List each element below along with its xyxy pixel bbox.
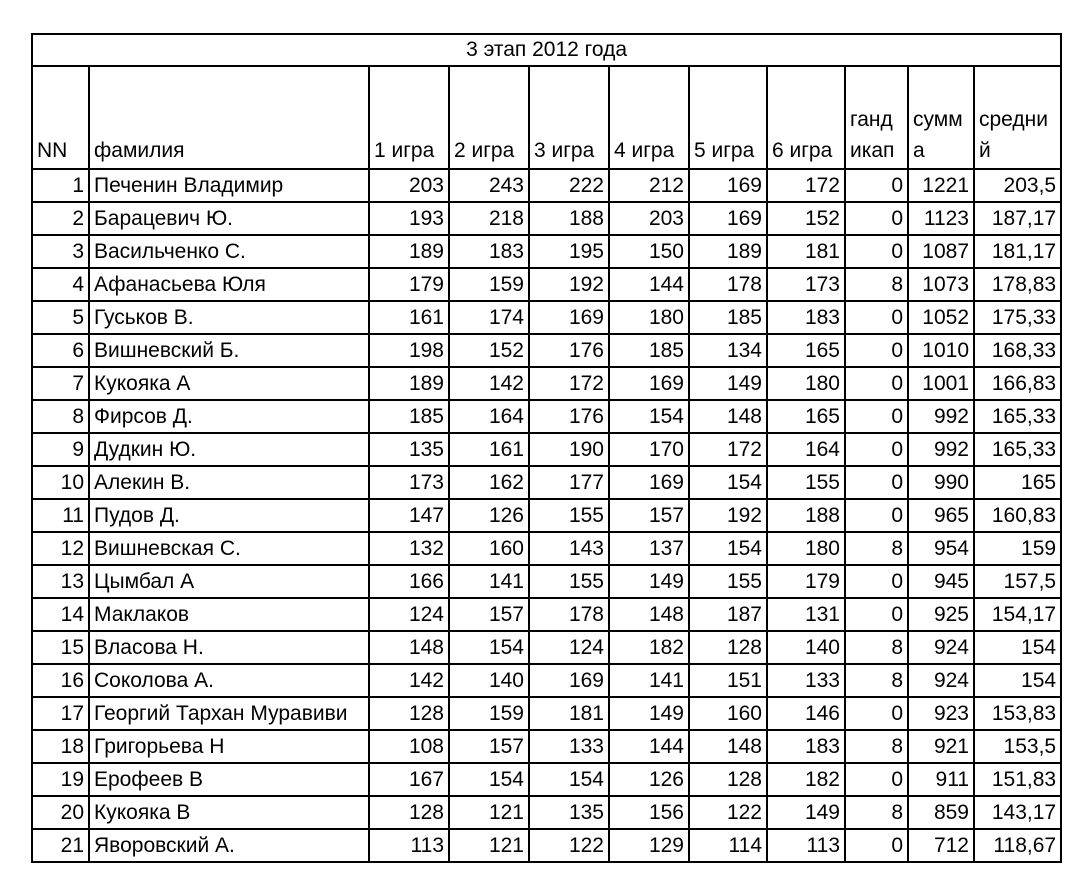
cell-game-5: 178 xyxy=(689,268,767,301)
cell-game-1: 142 xyxy=(369,664,449,697)
cell-game-3: 177 xyxy=(529,466,609,499)
table-row xyxy=(32,796,1061,829)
cell-game-4: 137 xyxy=(609,532,689,565)
cell-game-5: 148 xyxy=(689,730,767,763)
cell-nn: 21 xyxy=(32,829,89,862)
cell-game-3: 222 xyxy=(529,169,609,202)
table-row xyxy=(32,334,1061,367)
cell-name: Григорьева Н xyxy=(89,730,369,763)
cell-sum: 924 xyxy=(908,664,974,697)
cell-sum: 859 xyxy=(908,796,974,829)
cell-game-1: 132 xyxy=(369,532,449,565)
cell-name: Ерофеев В xyxy=(89,763,369,796)
header-row xyxy=(32,66,1061,169)
cell-game-1: 124 xyxy=(369,598,449,631)
cell-sum: 712 xyxy=(908,829,974,862)
cell-handicap: 0 xyxy=(845,763,908,796)
cell-average: 181,17 xyxy=(974,235,1061,268)
cell-average: 203,5 xyxy=(974,169,1061,202)
cell-game-1: 135 xyxy=(369,433,449,466)
cell-sum: 923 xyxy=(908,697,974,730)
cell-game-1: 203 xyxy=(369,169,449,202)
cell-game-1: 185 xyxy=(369,400,449,433)
cell-game-1: 128 xyxy=(369,796,449,829)
cell-nn: 1 xyxy=(32,169,89,202)
cell-game-1: 189 xyxy=(369,367,449,400)
cell-name: Барацевич Ю. xyxy=(89,202,369,235)
cell-game-5: 154 xyxy=(689,466,767,499)
cell-name: Соколова А. xyxy=(89,664,369,697)
cell-game-5: 151 xyxy=(689,664,767,697)
cell-game-3: 188 xyxy=(529,202,609,235)
cell-game-4: 156 xyxy=(609,796,689,829)
cell-game-1: 128 xyxy=(369,697,449,730)
table-row xyxy=(32,730,1061,763)
cell-average: 153,83 xyxy=(974,697,1061,730)
cell-game-3: 155 xyxy=(529,565,609,598)
cell-game-4: 150 xyxy=(609,235,689,268)
cell-handicap: 0 xyxy=(845,433,908,466)
cell-nn: 18 xyxy=(32,730,89,763)
cell-handicap: 8 xyxy=(845,730,908,763)
cell-sum: 1010 xyxy=(908,334,974,367)
cell-name: Георгий Тархан Муравиви xyxy=(89,697,369,730)
cell-game-3: 169 xyxy=(529,301,609,334)
cell-name: Кукояка В xyxy=(89,796,369,829)
cell-game-2: 154 xyxy=(449,631,529,664)
table-row xyxy=(32,532,1061,565)
cell-sum: 921 xyxy=(908,730,974,763)
cell-game-3: 176 xyxy=(529,334,609,367)
cell-nn: 3 xyxy=(32,235,89,268)
cell-game-1: 147 xyxy=(369,499,449,532)
cell-nn: 16 xyxy=(32,664,89,697)
cell-nn: 2 xyxy=(32,202,89,235)
cell-game-4: 157 xyxy=(609,499,689,532)
cell-game-2: 157 xyxy=(449,598,529,631)
cell-game-5: 192 xyxy=(689,499,767,532)
cell-average: 187,17 xyxy=(974,202,1061,235)
cell-game-2: 140 xyxy=(449,664,529,697)
cell-game-2: 142 xyxy=(449,367,529,400)
cell-game-2: 126 xyxy=(449,499,529,532)
cell-sum: 1052 xyxy=(908,301,974,334)
cell-game-4: 149 xyxy=(609,565,689,598)
table-row xyxy=(32,169,1061,202)
cell-name: Афанасьева Юля xyxy=(89,268,369,301)
cell-game-3: 135 xyxy=(529,796,609,829)
cell-average: 118,67 xyxy=(974,829,1061,862)
table-row xyxy=(32,499,1061,532)
cell-sum: 1073 xyxy=(908,268,974,301)
cell-game-3: 192 xyxy=(529,268,609,301)
cell-game-6: 183 xyxy=(767,730,845,763)
cell-game-4: 169 xyxy=(609,367,689,400)
cell-nn: 15 xyxy=(32,631,89,664)
cell-game-5: 189 xyxy=(689,235,767,268)
table-row xyxy=(32,598,1061,631)
cell-nn: 17 xyxy=(32,697,89,730)
cell-game-1: 179 xyxy=(369,268,449,301)
title-row xyxy=(32,34,1061,66)
cell-average: 178,83 xyxy=(974,268,1061,301)
cell-game-6: 164 xyxy=(767,433,845,466)
cell-sum: 925 xyxy=(908,598,974,631)
cell-game-4: 185 xyxy=(609,334,689,367)
table-row xyxy=(32,268,1061,301)
cell-handicap: 0 xyxy=(845,829,908,862)
table-row xyxy=(32,697,1061,730)
cell-game-4: 129 xyxy=(609,829,689,862)
cell-game-5: 148 xyxy=(689,400,767,433)
cell-game-2: 159 xyxy=(449,697,529,730)
table-row xyxy=(32,763,1061,796)
cell-sum: 990 xyxy=(908,466,974,499)
cell-game-5: 185 xyxy=(689,301,767,334)
cell-game-2: 160 xyxy=(449,532,529,565)
cell-nn: 5 xyxy=(32,301,89,334)
cell-game-4: 182 xyxy=(609,631,689,664)
cell-game-1: 167 xyxy=(369,763,449,796)
cell-sum: 954 xyxy=(908,532,974,565)
cell-game-1: 173 xyxy=(369,466,449,499)
cell-game-6: 140 xyxy=(767,631,845,664)
cell-average: 166,83 xyxy=(974,367,1061,400)
cell-game-6: 172 xyxy=(767,169,845,202)
cell-game-6: 180 xyxy=(767,367,845,400)
cell-game-6: 180 xyxy=(767,532,845,565)
cell-nn: 14 xyxy=(32,598,89,631)
cell-sum: 1221 xyxy=(908,169,974,202)
cell-average: 157,5 xyxy=(974,565,1061,598)
cell-nn: 10 xyxy=(32,466,89,499)
cell-game-6: 113 xyxy=(767,829,845,862)
cell-name: Гуськов В. xyxy=(89,301,369,334)
cell-game-4: 126 xyxy=(609,763,689,796)
cell-game-5: 128 xyxy=(689,631,767,664)
cell-sum: 911 xyxy=(908,763,974,796)
cell-game-2: 121 xyxy=(449,796,529,829)
cell-average: 175,33 xyxy=(974,301,1061,334)
cell-game-2: 159 xyxy=(449,268,529,301)
table-row xyxy=(32,433,1061,466)
cell-game-6: 133 xyxy=(767,664,845,697)
cell-game-1: 189 xyxy=(369,235,449,268)
cell-game-3: 154 xyxy=(529,763,609,796)
cell-name: Печенин Владимир xyxy=(89,169,369,202)
cell-nn: 6 xyxy=(32,334,89,367)
header-game-6: 6 игра xyxy=(767,66,845,169)
cell-handicap: 0 xyxy=(845,565,908,598)
table-row xyxy=(32,400,1061,433)
cell-average: 154 xyxy=(974,664,1061,697)
cell-handicap: 0 xyxy=(845,499,908,532)
cell-handicap: 8 xyxy=(845,796,908,829)
cell-game-6: 183 xyxy=(767,301,845,334)
cell-game-4: 149 xyxy=(609,697,689,730)
table-row xyxy=(32,631,1061,664)
cell-sum: 1123 xyxy=(908,202,974,235)
cell-game-2: 162 xyxy=(449,466,529,499)
header-handicap: гандикап xyxy=(845,66,908,169)
cell-handicap: 0 xyxy=(845,697,908,730)
cell-game-3: 172 xyxy=(529,367,609,400)
cell-sum: 924 xyxy=(908,631,974,664)
cell-name: Дудкин Ю. xyxy=(89,433,369,466)
cell-average: 168,33 xyxy=(974,334,1061,367)
cell-game-5: 172 xyxy=(689,433,767,466)
cell-game-2: 243 xyxy=(449,169,529,202)
cell-name: Фирсов Д. xyxy=(89,400,369,433)
cell-name: Вишневская С. xyxy=(89,532,369,565)
cell-game-4: 203 xyxy=(609,202,689,235)
cell-game-3: 143 xyxy=(529,532,609,565)
cell-name: Власова Н. xyxy=(89,631,369,664)
cell-game-6: 165 xyxy=(767,400,845,433)
cell-game-6: 179 xyxy=(767,565,845,598)
cell-handicap: 8 xyxy=(845,268,908,301)
cell-game-3: 169 xyxy=(529,664,609,697)
table-row xyxy=(32,466,1061,499)
cell-game-5: 160 xyxy=(689,697,767,730)
results-table xyxy=(31,33,1062,863)
cell-nn: 11 xyxy=(32,499,89,532)
cell-handicap: 0 xyxy=(845,169,908,202)
cell-game-6: 149 xyxy=(767,796,845,829)
cell-nn: 12 xyxy=(32,532,89,565)
cell-sum: 1087 xyxy=(908,235,974,268)
cell-name: Вишневский Б. xyxy=(89,334,369,367)
cell-game-6: 146 xyxy=(767,697,845,730)
cell-average: 154 xyxy=(974,631,1061,664)
cell-handicap: 0 xyxy=(845,202,908,235)
cell-game-5: 149 xyxy=(689,367,767,400)
cell-sum: 1001 xyxy=(908,367,974,400)
cell-nn: 19 xyxy=(32,763,89,796)
cell-handicap: 0 xyxy=(845,466,908,499)
cell-game-3: 122 xyxy=(529,829,609,862)
cell-handicap: 0 xyxy=(845,598,908,631)
cell-game-2: 183 xyxy=(449,235,529,268)
cell-handicap: 0 xyxy=(845,367,908,400)
cell-sum: 965 xyxy=(908,499,974,532)
cell-game-4: 144 xyxy=(609,268,689,301)
cell-handicap: 8 xyxy=(845,664,908,697)
cell-game-2: 157 xyxy=(449,730,529,763)
cell-average: 151,83 xyxy=(974,763,1061,796)
cell-game-5: 154 xyxy=(689,532,767,565)
cell-game-6: 173 xyxy=(767,268,845,301)
table-row xyxy=(32,202,1061,235)
cell-nn: 20 xyxy=(32,796,89,829)
cell-game-2: 121 xyxy=(449,829,529,862)
cell-game-5: 187 xyxy=(689,598,767,631)
cell-game-2: 164 xyxy=(449,400,529,433)
header-sum: сумма xyxy=(908,66,974,169)
cell-name: Цымбал А xyxy=(89,565,369,598)
cell-game-3: 155 xyxy=(529,499,609,532)
cell-average: 159 xyxy=(974,532,1061,565)
cell-game-2: 141 xyxy=(449,565,529,598)
cell-name: Васильченко С. xyxy=(89,235,369,268)
cell-game-4: 212 xyxy=(609,169,689,202)
cell-average: 154,17 xyxy=(974,598,1061,631)
cell-game-1: 148 xyxy=(369,631,449,664)
cell-average: 153,5 xyxy=(974,730,1061,763)
cell-game-1: 108 xyxy=(369,730,449,763)
header-average: средний xyxy=(974,66,1061,169)
table-row xyxy=(32,301,1061,334)
cell-game-5: 114 xyxy=(689,829,767,862)
cell-handicap: 8 xyxy=(845,532,908,565)
cell-handicap: 0 xyxy=(845,301,908,334)
cell-game-4: 141 xyxy=(609,664,689,697)
cell-game-6: 188 xyxy=(767,499,845,532)
cell-game-5: 155 xyxy=(689,565,767,598)
cell-nn: 4 xyxy=(32,268,89,301)
cell-game-2: 174 xyxy=(449,301,529,334)
cell-name: Яворовский А. xyxy=(89,829,369,862)
cell-game-6: 155 xyxy=(767,466,845,499)
header-name: фамилия xyxy=(89,66,369,169)
cell-nn: 13 xyxy=(32,565,89,598)
cell-game-3: 133 xyxy=(529,730,609,763)
cell-handicap: 0 xyxy=(845,235,908,268)
cell-game-5: 134 xyxy=(689,334,767,367)
table-row xyxy=(32,664,1061,697)
cell-game-3: 178 xyxy=(529,598,609,631)
header-game-5: 5 игра xyxy=(689,66,767,169)
cell-game-1: 166 xyxy=(369,565,449,598)
table-row xyxy=(32,829,1061,862)
cell-game-5: 169 xyxy=(689,169,767,202)
cell-game-2: 152 xyxy=(449,334,529,367)
cell-name: Маклаков xyxy=(89,598,369,631)
cell-sum: 945 xyxy=(908,565,974,598)
cell-average: 165 xyxy=(974,466,1061,499)
cell-game-1: 198 xyxy=(369,334,449,367)
header-game-1: 1 игра xyxy=(369,66,449,169)
cell-game-3: 181 xyxy=(529,697,609,730)
cell-sum: 992 xyxy=(908,433,974,466)
cell-game-5: 169 xyxy=(689,202,767,235)
cell-average: 160,83 xyxy=(974,499,1061,532)
cell-average: 143,17 xyxy=(974,796,1061,829)
cell-game-1: 113 xyxy=(369,829,449,862)
cell-sum: 992 xyxy=(908,400,974,433)
cell-game-4: 148 xyxy=(609,598,689,631)
cell-game-2: 154 xyxy=(449,763,529,796)
cell-game-1: 193 xyxy=(369,202,449,235)
cell-average: 165,33 xyxy=(974,433,1061,466)
cell-game-4: 169 xyxy=(609,466,689,499)
cell-game-6: 182 xyxy=(767,763,845,796)
header-nn: NN xyxy=(32,66,89,169)
cell-game-3: 176 xyxy=(529,400,609,433)
cell-game-4: 144 xyxy=(609,730,689,763)
cell-game-3: 190 xyxy=(529,433,609,466)
cell-game-3: 124 xyxy=(529,631,609,664)
cell-game-6: 131 xyxy=(767,598,845,631)
cell-average: 165,33 xyxy=(974,400,1061,433)
table-row xyxy=(32,565,1061,598)
cell-game-5: 128 xyxy=(689,763,767,796)
table-row xyxy=(32,235,1061,268)
cell-handicap: 0 xyxy=(845,400,908,433)
table-title: 3 этап 2012 года xyxy=(32,34,1061,66)
cell-game-2: 218 xyxy=(449,202,529,235)
cell-game-4: 180 xyxy=(609,301,689,334)
cell-game-5: 122 xyxy=(689,796,767,829)
cell-nn: 9 xyxy=(32,433,89,466)
table-row xyxy=(32,367,1061,400)
cell-game-6: 181 xyxy=(767,235,845,268)
cell-nn: 7 xyxy=(32,367,89,400)
cell-nn: 8 xyxy=(32,400,89,433)
header-game-2: 2 игра xyxy=(449,66,529,169)
cell-name: Алекин В. xyxy=(89,466,369,499)
cell-handicap: 0 xyxy=(845,334,908,367)
cell-game-6: 165 xyxy=(767,334,845,367)
header-game-4: 4 игра xyxy=(609,66,689,169)
cell-game-4: 170 xyxy=(609,433,689,466)
cell-name: Кукояка А xyxy=(89,367,369,400)
cell-name: Пудов Д. xyxy=(89,499,369,532)
cell-game-3: 195 xyxy=(529,235,609,268)
cell-game-1: 161 xyxy=(369,301,449,334)
cell-game-6: 152 xyxy=(767,202,845,235)
header-game-3: 3 игра xyxy=(529,66,609,169)
cell-game-2: 161 xyxy=(449,433,529,466)
cell-handicap: 8 xyxy=(845,631,908,664)
cell-game-4: 154 xyxy=(609,400,689,433)
